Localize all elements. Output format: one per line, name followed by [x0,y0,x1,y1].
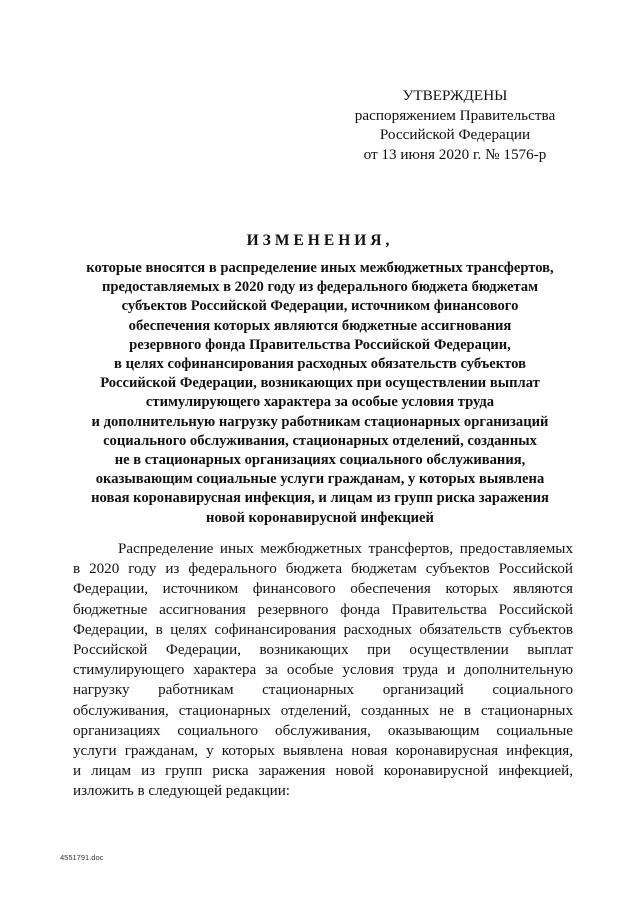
body-line: в 2020 году из федерального бюджета бюджетам субъектов Российской [73,561,573,578]
body-line: изложить в следующей редакции: [73,783,290,800]
file-name-footer: 4551791.doc [60,853,104,862]
body-line: бюджетные ассигнования резервного фонда Правительства Российской [73,601,573,618]
body-line: Федерации, источником финансового обеспечения которых являются [73,581,573,598]
body-line: Распределение иных межбюджетных трансфертов, предоставляемых [118,541,573,557]
subtitle-line: субъектов Российской Федерации, источником финансового [121,298,519,315]
approval-block [330,86,580,164]
subtitle-line: новой коронавирусной инфекцией [206,509,434,526]
subtitle-line: стимулирующего характера за особые условия труда [145,394,495,411]
subtitle-line: оказывающим социальные услуги гражданам, у которых выявлена [95,471,545,488]
body-line: и лицам из групп риска заражения новой коронавирусной инфекцией, [73,763,573,780]
body-line: стимулирующего характера за особые условия труда и дополнительную [73,662,573,679]
body-paragraph [73,539,573,801]
subtitle-line: обеспечения которых являются бюджетные ассигнования [128,317,512,334]
approval-heading: УТВЕРЖДЕНЫ [402,87,508,104]
body-line: нагрузку работникам стационарных организаций социального [73,682,573,699]
document-subtitle [40,259,600,528]
subtitle-line: предоставляемых в 2020 году из федерального бюджета бюджетам [101,279,539,296]
body-line: организациях социального обслуживания, оказывающим социальные [73,722,573,739]
approval-line: распоряжением Правительства [354,106,556,124]
body-line: обслуживания, стационарных отделений, созданных не в стационарных [73,702,573,719]
body-line: услуги гражданам, у которых выявлена новая коронавирусная инфекция, [73,742,573,759]
subtitle-line: резервного фонда Правительства Российской Федерации, [129,336,511,353]
body-line: Федерации, в целях софинансирования расходных обязательств субъектов [73,621,573,638]
subtitle-line: и дополнительную нагрузку работникам стационарных организаций [91,413,549,430]
subtitle-line: в целях софинансирования расходных обязательств субъектов [114,356,526,373]
subtitle-line: Российской Федерации, возникающих при осуществлении выплат [100,375,540,392]
approval-date-number: от 13 июня 2020 г. № 1576-р [363,145,547,163]
subtitle-line: которые вносятся в распределение иных межбюджетных трансфертов, [86,260,554,276]
subtitle-line: новая коронавирусная инфекция, и лицам из групп риска заражения [91,490,549,507]
body-line: Российской Федерации, возникающих при осуществлении выплат [73,641,573,658]
subtitle-line: не в стационарных организациях социального обслуживания, [114,452,526,469]
approval-line: Российской Федерации [379,126,531,143]
subtitle-line: социального обслуживания, стационарных отделений, созданных [103,432,537,449]
document-title: ИЗМЕНЕНИЯ, [246,232,394,249]
